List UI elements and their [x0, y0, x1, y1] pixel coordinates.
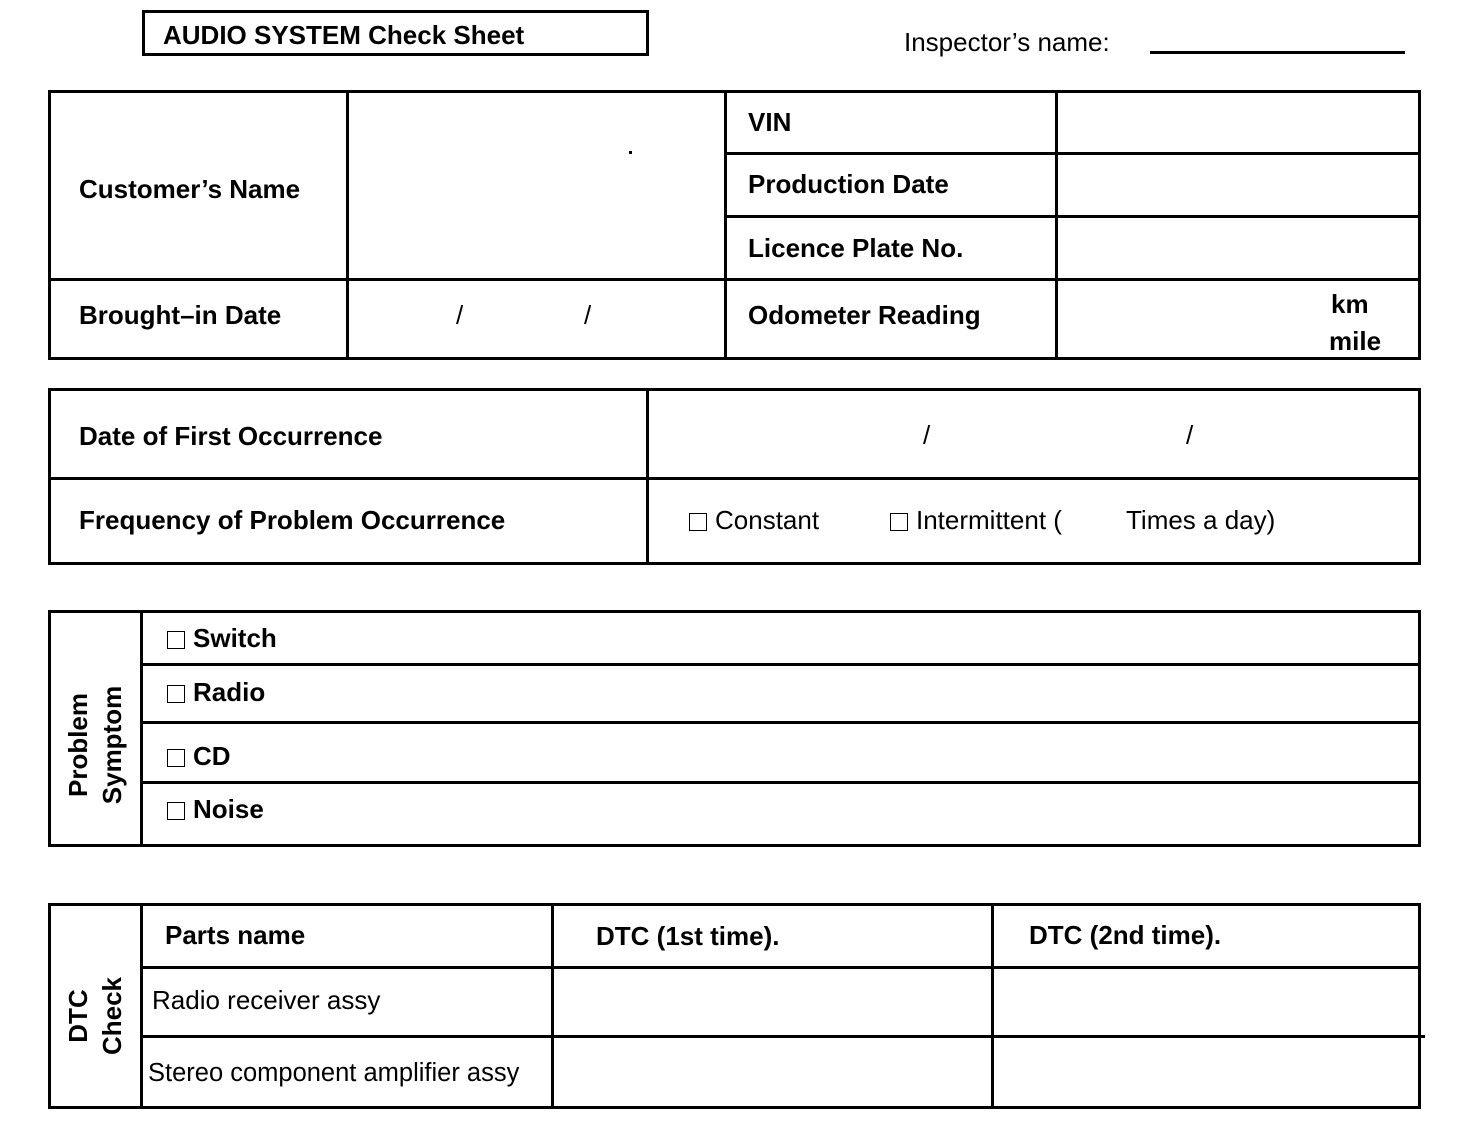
production-date-field[interactable]: [1061, 158, 1415, 211]
inspector-name-label: Inspector’s name:: [904, 27, 1110, 57]
part-radio-receiver: Radio receiver assy: [152, 985, 381, 1015]
constant-label: Constant: [715, 505, 820, 535]
noise-checkbox[interactable]: [167, 802, 185, 820]
cd-checkbox[interactable]: [167, 749, 185, 767]
customer-name-field[interactable]: [352, 96, 720, 274]
switch-checkbox[interactable]: [167, 631, 185, 649]
customer-name-label: Customer’s Name: [79, 174, 301, 204]
dtc-second-field[interactable]: [997, 972, 1415, 1031]
times-a-day-label: Times a day): [1126, 505, 1276, 535]
symptom-cd-option[interactable]: CD: [167, 741, 231, 771]
vin-field[interactable]: [1061, 96, 1415, 148]
dtc-first-field[interactable]: [557, 1041, 987, 1103]
page-title: AUDIO SYSTEM Check Sheet: [163, 20, 525, 50]
date-separator: /: [456, 300, 464, 330]
licence-plate-field[interactable]: [1061, 221, 1415, 274]
radio-checkbox[interactable]: [167, 685, 185, 703]
date-separator: /: [1186, 420, 1194, 450]
parts-name-header: Parts name: [165, 920, 306, 950]
dtc-check-section-label: DTC Check: [63, 976, 127, 1056]
vin-label: VIN: [748, 107, 792, 137]
constant-checkbox[interactable]: [689, 513, 707, 531]
first-occurrence-field[interactable]: [652, 394, 1415, 473]
symptom-radio-option[interactable]: Radio: [167, 677, 265, 707]
unit-km: km: [1331, 289, 1369, 319]
symptom-noise-option[interactable]: Noise: [167, 794, 264, 824]
intermittent-option[interactable]: [890, 505, 1062, 535]
production-date-label: Production Date: [748, 169, 949, 199]
odometer-label: Odometer Reading: [748, 300, 981, 330]
brought-in-date-label: Brought–in Date: [79, 300, 282, 330]
dtc-second-header: DTC (2nd time).: [1029, 920, 1222, 950]
dtc-first-field[interactable]: [557, 972, 987, 1031]
dtc-first-header: DTC (1st time).: [596, 921, 780, 951]
stray-dot: [629, 151, 632, 154]
frequency-label: Frequency of Problem Occurrence: [79, 505, 506, 535]
problem-symptom-section-label: Problem Symptom: [63, 685, 127, 805]
constant-option[interactable]: [689, 505, 819, 535]
unit-mile: mile: [1329, 326, 1382, 356]
brought-in-date-field[interactable]: [352, 284, 720, 356]
licence-plate-label: Licence Plate No.: [748, 233, 964, 263]
inspector-name-field[interactable]: [1150, 51, 1405, 54]
date-separator: /: [584, 300, 592, 330]
first-occurrence-label: Date of First Occurrence: [79, 421, 383, 451]
date-separator: /: [923, 420, 931, 450]
part-stereo-amplifier: Stereo component amplifier assy: [148, 1059, 520, 1087]
dtc-second-field[interactable]: [997, 1041, 1415, 1103]
intermittent-checkbox[interactable]: [890, 513, 908, 531]
odometer-field[interactable]: [1061, 284, 1321, 356]
symptom-switch-option[interactable]: Switch: [167, 623, 277, 653]
intermittent-label: Intermittent (: [916, 505, 1062, 535]
